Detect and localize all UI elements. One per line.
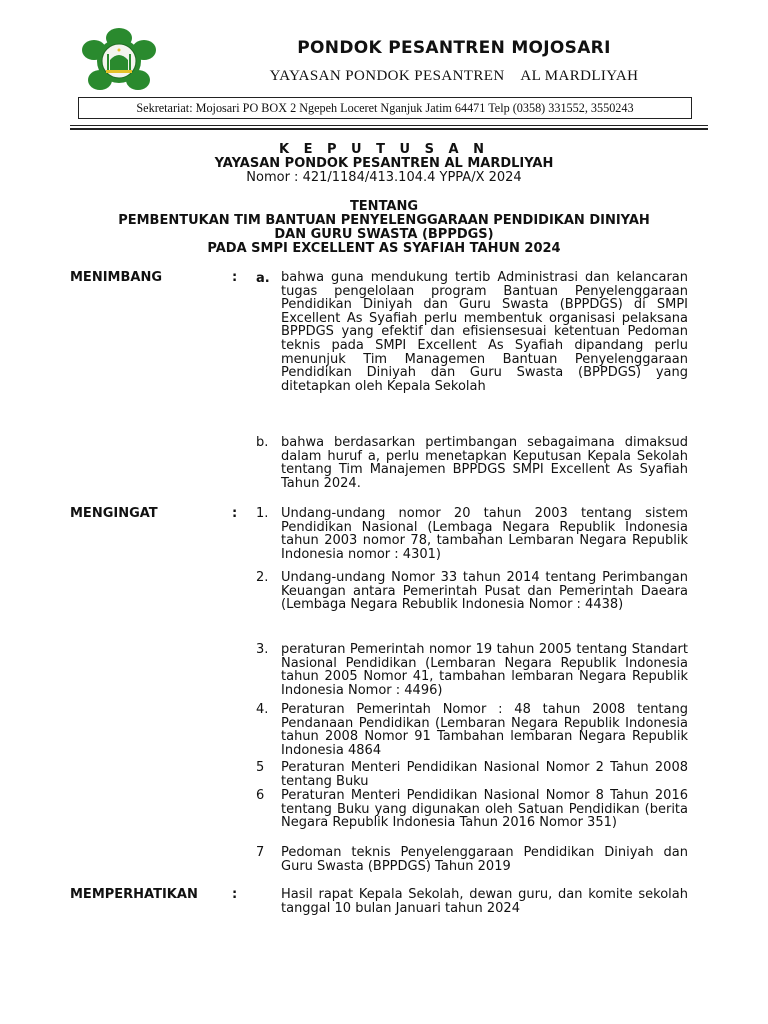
list-item-text: Undang-undang nomor 20 tahun 2003 tentang sistem Pendidikan Nasional (Lembaga Negara Republik Indonesia tahun 2003 nomor 78, tambahan Lembaran Negara Republik Indonesia nomor : 4301) bbox=[281, 506, 688, 562]
decree-heading: K E P U T U S A N bbox=[279, 142, 489, 157]
section-text-memperhatikan: Hasil rapat Kepala Sekolah, dewan guru, dan komite sekolah tanggal 10 bulan Januari tahun 2024 bbox=[281, 887, 688, 916]
header-divider-thick bbox=[70, 128, 708, 130]
list-item-text: peraturan Pemerintah nomor 19 tahun 2005 tentang Standart Nasional Pendidikan (Lembaran Negara Republik Indonesia tahun 2005 Nomor 41, tambahan lembaran Negara Republik Indonesia Nomor : 4496) bbox=[281, 642, 688, 698]
decree-number: Nomor : 421/1184/413.104.4 YPPA/X 2024 bbox=[246, 170, 522, 185]
decree-subject-line-1: PEMBENTUKAN TIM BANTUAN PENYELENGGARAAN PENDIDIKAN DINIYAH bbox=[118, 213, 650, 228]
list-marker: 1. bbox=[256, 506, 269, 521]
list-marker: a. bbox=[256, 271, 270, 286]
section-colon: : bbox=[232, 506, 238, 521]
section-label-memperhatikan: MEMPERHATIKAN bbox=[70, 887, 198, 902]
section-colon: : bbox=[232, 887, 238, 902]
list-marker: 4. bbox=[256, 702, 269, 717]
foundation-logo bbox=[80, 28, 158, 94]
list-item-text: Pedoman teknis Penyelenggaraan Pendidikan Diniyah dan Guru Swasta (BPPDGS) Tahun 2019 bbox=[281, 845, 688, 874]
organization-title: PONDOK PESANTREN MOJOSARI bbox=[297, 38, 611, 58]
list-item-text: bahwa guna mendukung tertib Administrasi dan kelancaran tugas pengelolaan program Bantuan Penyelenggaraan Pendidikan Diniyah dan Guru Swasta (BPPDGS) di SMPI Excellent As Syafiah perlu membentuk organisasi pelaksana BPPDGS yang efektif dan efisiensesuai ketentuan Pedoman teknis pada SMPI Excellent As Syafiah dipandang perlu menunjuk Tim Managemen Bantuan Penyelenggaraan Pendidikan Diniyah dan Guru Swasta (BPPDGS) yang ditetapkan oleh Kepala Sekolah bbox=[281, 270, 688, 394]
list-item-text: Peraturan Menteri Pendidikan Nasional Nomor 2 Tahun 2008 tentang Buku bbox=[281, 760, 688, 789]
decree-subject-line-2: DAN GURU SWASTA (BPPDGS) bbox=[274, 227, 494, 242]
organization-subtitle: YAYASAN PONDOK PESANTREN AL MARDLIYAH bbox=[269, 68, 639, 84]
list-item-text: Undang-undang Nomor 33 tahun 2014 tentang Perimbangan Keuangan antara Pemerintah Pusat dan Pemerintah Daeara (Lembaga Negara Rebublik Indonesia Nomor : 4438) bbox=[281, 570, 688, 613]
list-item-text: Peraturan Menteri Pendidikan Nasional Nomor 8 Tahun 2016 tentang Buku yang digunakan oleh Satuan Pendidikan (berita Negara Republik Indonesia Tahun 2016 Nomor 351) bbox=[281, 788, 688, 831]
list-marker: b. bbox=[256, 435, 269, 450]
section-label-menimbang: MENIMBANG bbox=[70, 270, 162, 285]
list-item-text: bahwa berdasarkan pertimbangan sebagaimana dimaksud dalam huruf a, perlu menetapkan Keputusan Kepala Sekolah tentang Tim Manajemen BPPDGS SMPI Excellent As Syafiah Tahun 2024. bbox=[281, 435, 688, 491]
decree-subject-line-3: PADA SMPI EXCELLENT AS SYAFIAH TAHUN 2024 bbox=[207, 241, 561, 256]
header-divider-thin bbox=[70, 125, 708, 126]
section-label-mengingat: MENGINGAT bbox=[70, 506, 158, 521]
secretariat-address: Sekretariat: Mojosari PO BOX 2 Ngepeh Loceret Nganjuk Jatim 64471 Telp (0358) 331552, 3550243 bbox=[78, 97, 692, 119]
section-colon: : bbox=[232, 270, 238, 285]
list-marker: 7 bbox=[256, 845, 265, 860]
list-marker: 5 bbox=[256, 760, 265, 775]
list-marker: 2. bbox=[256, 570, 269, 585]
list-item-text: Peraturan Pemerintah Nomor : 48 tahun 2008 tentang Pendanaan Pendidikan (Lembaran Negara Republik Indonesia tahun 2008 Nomor 91 Tambahan lembaran Negara Republik Indonesia 4864 bbox=[281, 702, 688, 758]
decree-issuer: YAYASAN PONDOK PESANTREN AL MARDLIYAH bbox=[214, 156, 554, 171]
list-marker: 3. bbox=[256, 642, 269, 657]
decree-about: TENTANG bbox=[349, 199, 419, 214]
list-marker: 6 bbox=[256, 788, 265, 803]
